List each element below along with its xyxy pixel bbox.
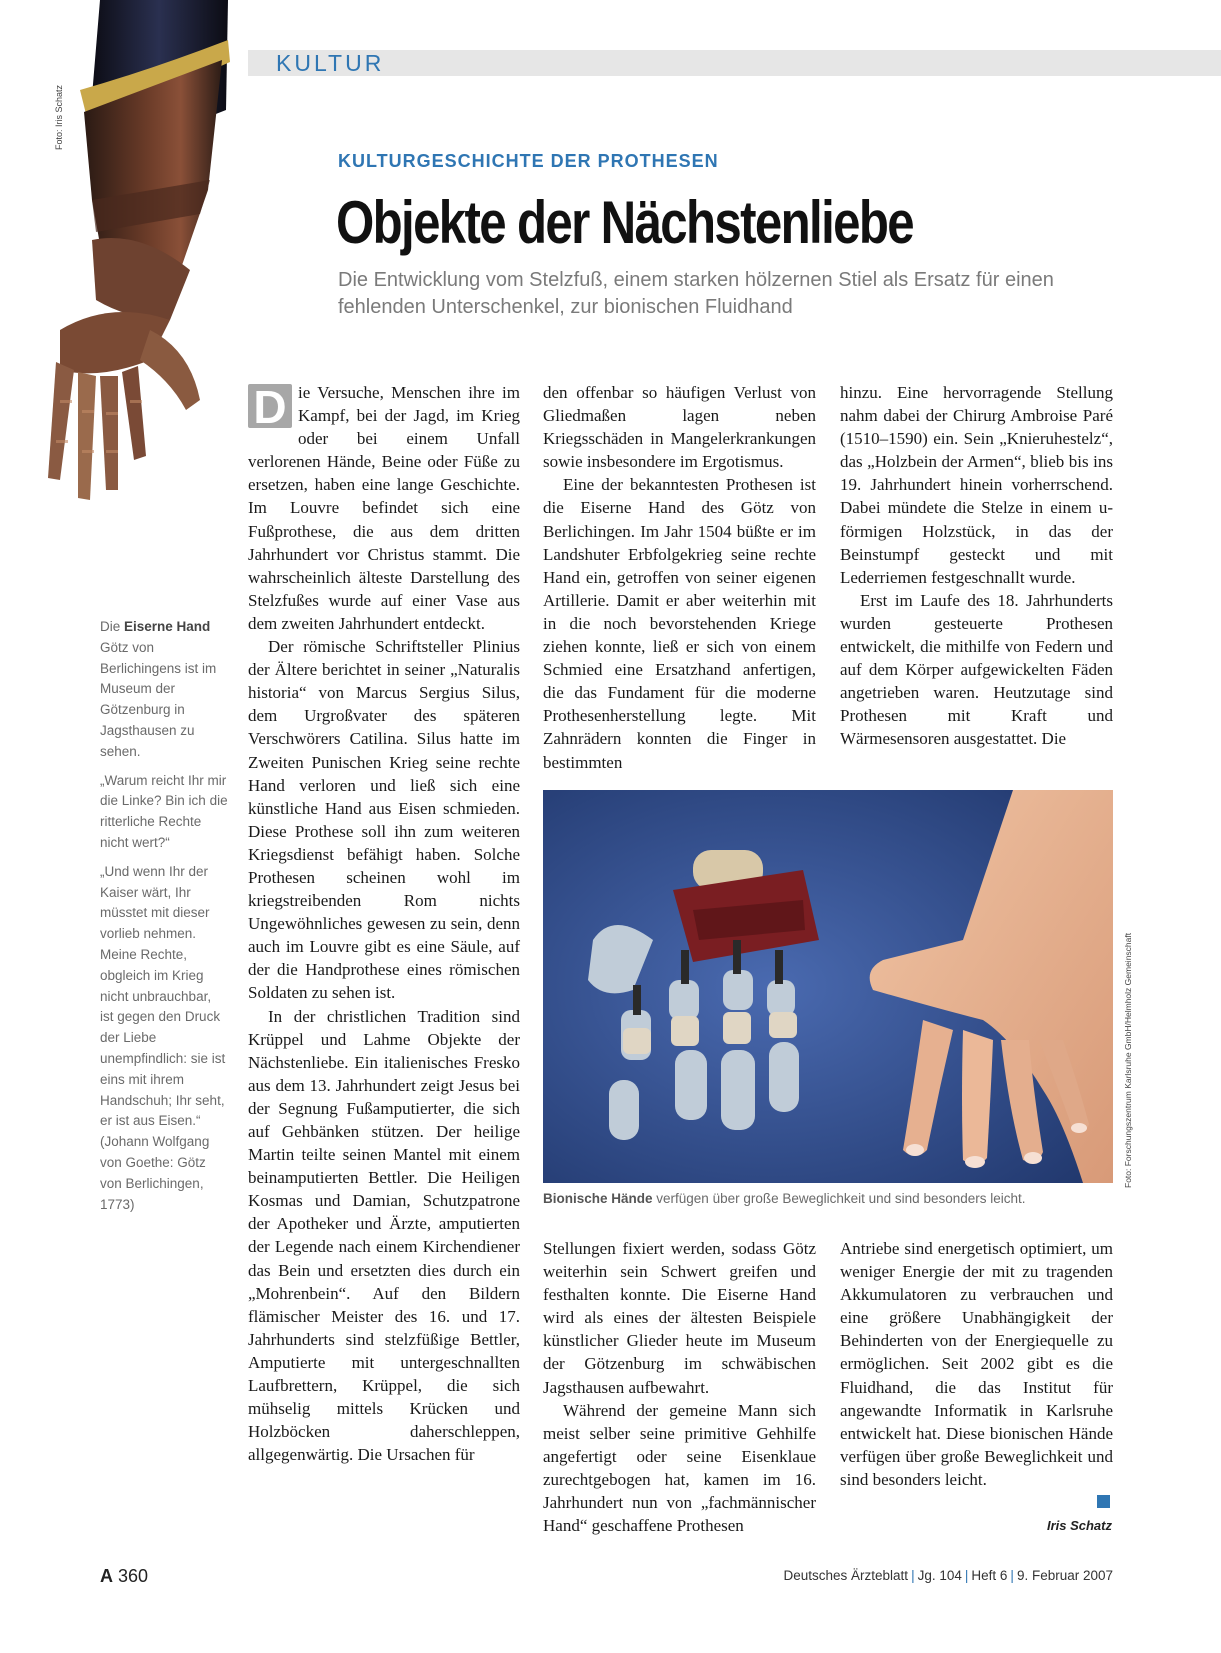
- photo-caption-text: verfügen über große Beweglichkeit und sind besonders leicht.: [652, 1191, 1026, 1206]
- section-band: [248, 50, 1221, 76]
- author-byline: Iris Schatz: [1046, 1518, 1112, 1533]
- footer-separator: |: [964, 1568, 969, 1583]
- photo-caption: [543, 1191, 1113, 1206]
- drop-cap: D: [248, 384, 292, 428]
- side-caption-intro-bold: Eiserne Hand: [124, 619, 211, 634]
- article-column-1: [248, 381, 520, 1466]
- paragraph: Erst im Laufe des 18. Jahrhunderts wurden gesteuerte Prothesen entwickelt, die mithilfe von Federn und auf dem Körper aufgewickelten Fäden angetrieben waren. Heutzutage sind Prothesen mit Kraft und Wärmesensoren ausgestattet. Die: [840, 590, 1113, 749]
- paragraph: Antriebe sind energetisch optimiert, um weniger Energie der mit zu tragenden Akkumulatoren zu verbrauchen und eine größere Unabhängigkeit der Behinderten von der Energiequelle zu ermöglichen. Seit 2002 gibt es die Fluidhand, die das Institut für angewandte Informatik in Karlsruhe entwickelt hat. Diese bionischen Hände verfügen über große Beweglichkeit und sind besonders leicht.: [840, 1239, 1113, 1489]
- footer-date: 9. Februar 2007: [1016, 1568, 1113, 1583]
- paragraph: Während der gemeine Mann sich meist selber seine primitive Gehhilfe angefertigt oder seine Eisenklaue zurechtgebogen hat, kamen im 16. Jahrhundert nun von „fachmännischer Hand“ geschaffene Prothesen: [543, 1400, 816, 1536]
- paragraph: Eine der bekanntesten Prothesen ist die Eiserne Hand des Götz von Berlichingen. Im Jahr 1504 büßte er im Landshuter Erbfolgekrieg seine rechte Hand ein, getroffen von seiner eigenen Artillerie. Damit er aber weiterhin mit in die noch bevorstehenden Kriege ziehen konnte, ließ er sich von einem Schmied eine Ersatzhand anfertigen, die das Fundament für die moderne Prothesenherstellung legte. Mit Zahnrädern konnten die Finger in bestimmten: [543, 475, 816, 772]
- page-prefix: A: [100, 1566, 113, 1586]
- footer-separator: |: [911, 1568, 915, 1583]
- paragraph: In der christlichen Tradition sind Krüppel und Lahme Objekte der Nächstenliebe. Ein italienisches Fresko aus dem 13. Jahrhundert zeigt Jesus bei der Segnung Fußamputierter, die sich auf Gehbänken stützen. Der heilige Martin teilte seinen Mantel mit einem beinamputierten Bettler. Die Heiligen Kosmas und Damian, Schutzpatrone der Apotheker und Ärzte, amputierten der Legende nach einem Kirchendiener das Bein und ersetzten dies durch ein „Mohrenbein“. Auf den Bildern flämischer Meister des 16. und 17. Jahrhunderts sind stelzfüßige Bettler, Amputierte mit untergeschnallten Laufbrettern, Krüppel, die sich mühselig mittels Krücken und Holzböcken daherschleppen, allgegenwärtig. Die Ursachen für: [248, 1006, 520, 1465]
- article-column-3-top: [840, 381, 1113, 751]
- footer-issue: Heft 6: [971, 1568, 1008, 1583]
- footer-journal: Deutsches Ärzteblatt: [783, 1568, 909, 1583]
- standfirst: Die Entwicklung vom Stelzfuß, einem starken hölzernen Stiel als Ersatz für einen fehlenden Unterschenkel, zur bionischen Fluidhand: [338, 269, 1054, 318]
- side-caption-quote-1: „Warum reicht Ihr mir die Linke? Bin ich die ritterliche Rechte nicht wert?“: [100, 772, 228, 850]
- photo-caption-bold: Bionische Hände: [543, 1191, 653, 1206]
- footer-info: [760, 1568, 1113, 1583]
- page-number-value: 360: [118, 1566, 149, 1586]
- side-caption-intro-post: Götz von Berlichingens ist im Museum der Götzenburg in Jagsthausen zu sehen.: [100, 639, 217, 759]
- paragraph: Der römische Schriftsteller Plinius der Ältere berichtet in seiner „Naturalis historia“ von Marcus Sergius Silus, dem Urgroßvater des späteren Verschwörers Catilina. Silus hatte im Zweiten Punischen Krieg seine rechte Hand verloren und ließ sich eine künstliche Hand aus Eisen schmieden. Diese Prothese soll ihn zum weiteren Kriegsdienst befähigt haben. Solche Prothesen scheinen wohl im kriegstreibenden Rom nichts Ungewöhnliches gewesen zu sein, denn auch im Louvre gibt es eine Säule, auf der die Handprothese eines römischen Soldaten zu sehen ist.: [248, 637, 520, 1003]
- side-caption-quote-2: „Und wenn Ihr der Kaiser wärt, Ihr müsstet mit dieser vorlieb nehmen. Meine Rechte, obgleich im Krieg nicht unbrauchbar, ist gegen den Druck der Liebe unempfindlich: sie ist eins mit ihrem Handschuh; Ihr seht, er ist aus Eisen.“ (Johann Wolfgang von Goethe: Götz von Berlichingen, 1773): [100, 863, 226, 1212]
- end-mark-icon: [1097, 1495, 1110, 1508]
- bionic-hands-photo: [543, 790, 1113, 1183]
- side-caption-intro: [100, 617, 228, 763]
- photo-credit-right: Foto: Forschungszentrum Karlsruhe GmbH/Helmholz Gemeinschaft: [1123, 932, 1133, 1188]
- headline: Objekte der Nächstenliebe: [336, 189, 913, 256]
- footer-separator: |: [1010, 1568, 1014, 1583]
- section-label: KULTUR: [276, 50, 385, 76]
- page-number: [100, 1566, 148, 1587]
- iron-hand-photo: [0, 0, 238, 600]
- article-column-3-bottom: [840, 1237, 1113, 1491]
- footer-volume: Jg. 104: [917, 1568, 962, 1583]
- article-column-2-top: [543, 381, 816, 774]
- kicker: KULTURGESCHICHTE DER PROTHESEN: [338, 151, 719, 171]
- article-column-2-bottom: [543, 1237, 816, 1537]
- photo-credit-left: Foto: Iris Schatz: [54, 84, 64, 150]
- paragraph: ie Versuche, Menschen ihre im Kampf, bei der Jagd, im Krieg oder bei einem Unfall verlorenen Hände, Beine oder Füße zu ersetzen, haben eine lange Geschichte. Im Louvre befindet sich eine Fußprothese, die aus dem dritten Jahrhundert vor Christus stammt. Die wahrscheinlich älteste Darstellung des Stelzfußes wurde auf einer Vase aus dem zweiten Jahrhundert entdeckt.: [248, 383, 520, 633]
- paragraph: Stellungen fixiert werden, sodass Götz weiterhin sein Schwert greifen und festhalten konnte. Die Eiserne Hand wird als eines der ältesten Beispiele künstlicher Glieder heute im Museum der Götzenburg im schwäbischen Jagsthausen aufbewahrt.: [543, 1239, 816, 1397]
- paragraph: hinzu. Eine hervorragende Stellung nahm dabei der Chirurg Ambroise Paré (1510–1590) ein. Sein „Knieruhestelz“, das „Holzbein der Armen“, blieb bis ins 19. Jahrhundert hinein vorherrschend. Dabei mündete die Stelze in einem u-förmigen Holzstück, in das der Beinstumpf gesteckt und mit Lederriemen festgeschnallt wurde.: [840, 383, 1113, 587]
- side-caption: [100, 617, 228, 1223]
- side-caption-intro-pre: Die: [100, 619, 125, 634]
- paragraph: den offenbar so häufigen Verlust von Gliedmaßen lagen neben Kriegsschäden in Mangelerkrankungen sowie insbesondere im Ergotismus.: [543, 383, 816, 472]
